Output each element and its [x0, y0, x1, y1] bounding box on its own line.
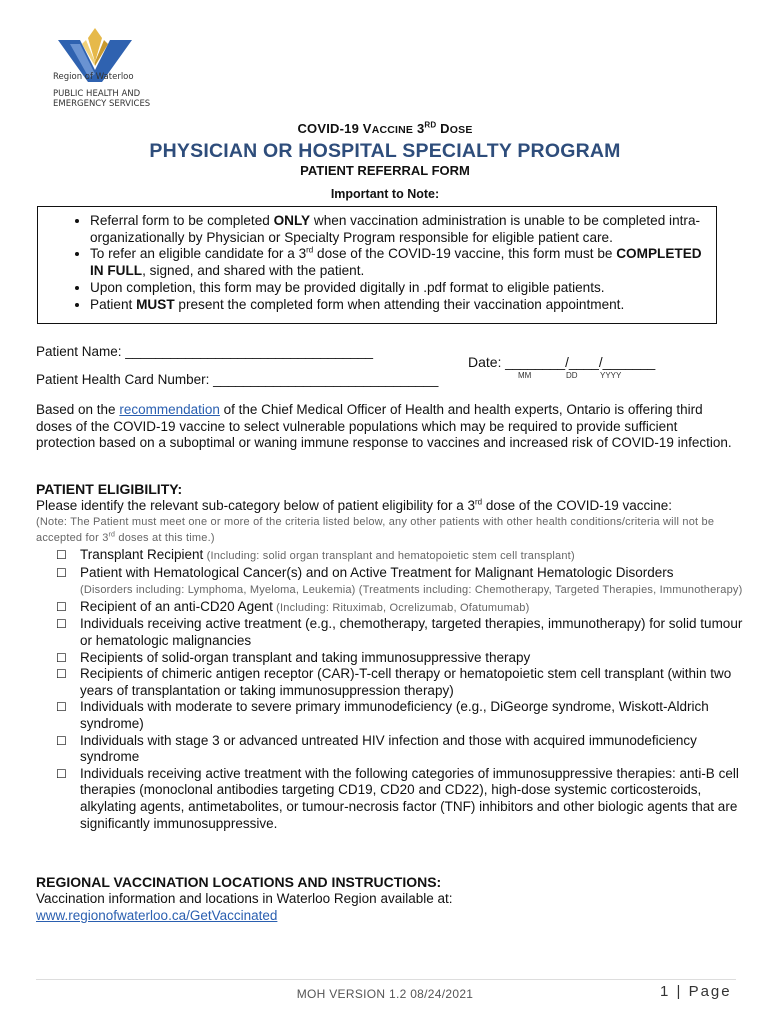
eligibility-option-solid-organ[interactable]: ☐ Recipients of solid-organ transplant and taking immunosuppressive therapy	[56, 649, 531, 665]
logo-line-3: EMERGENCY SERVICES	[53, 99, 151, 109]
eligibility-option-active-treatment[interactable]: ☐ Individuals receiving active treatment (e.g., chemotherapy, targeted therapies, immunotherapy) for solid tumour or hematologic malignancies	[56, 616, 743, 648]
eligibility-option-car-t[interactable]: ☐ Recipients of chimeric antigen receptor (CAR)-T-cell therapy or hematopoietic stem cell transplant (within two years of transplantation or taking immunosuppression therapy)	[56, 666, 732, 698]
date-field[interactable]: Date: ________/____/_______	[468, 354, 656, 370]
checkbox[interactable]: ☐	[56, 700, 67, 715]
eligibility-option-hematological[interactable]: ☐ Patient with Hematological Cancer(s) and on Active Treatment for Malignant Hematologic Disorders (Disorders including: Lymphoma, Myeloma, Leukemia) (Treatments including: Chemotherapy, Targeted Therapies, Immunotherapy)	[56, 565, 746, 599]
health-card-field[interactable]: Patient Health Card Number: ______________________________	[36, 372, 439, 387]
note-item: • To refer an eligible candidate for a 3rd dose of the COVID-19 vaccine, this form must be COMPLETED IN FULL, signed, and shared with the patient.	[90, 246, 716, 279]
eligibility-option-anti-cd20[interactable]: ☐ Recipient of an anti-CD20 Agent (Including: Rituximab, Ocrelizumab, Ofatumumab)	[56, 599, 746, 617]
date-yyyy-label: YYYY	[600, 371, 622, 380]
logo-line-1: Region of Waterloo	[53, 72, 134, 82]
program-title: PHYSICIAN OR HOSPITAL SPECIALTY PROGRAM	[149, 140, 621, 162]
eligibility-list	[56, 547, 746, 832]
checkbox[interactable]: ☐	[56, 617, 67, 632]
date-dd-label: DD	[566, 371, 578, 380]
patient-name-field[interactable]: Patient Name: _________________________________	[36, 344, 374, 359]
eligibility-note: (Note: The Patient must meet one or more of the criteria listed below, any other patients with other health conditions/criteria will not be accepted for 3rd doses at this time.)	[36, 516, 715, 544]
checkbox[interactable]: ☐	[56, 548, 67, 562]
recommendation-link[interactable]: recommendation	[119, 402, 220, 417]
date-mm-label: MM	[518, 371, 532, 380]
checkbox[interactable]: ☐	[56, 733, 67, 748]
logo-line-2: PUBLIC HEALTH AND	[53, 88, 141, 99]
eligibility-option-hiv[interactable]: ☐ Individuals with stage 3 or advanced untreated HIV infection and those with acquired immunodeficiency syndrome	[56, 732, 697, 765]
checkbox[interactable]: ☐	[56, 599, 67, 614]
form-title: PATIENT REFERRAL FORM	[300, 163, 470, 178]
get-vaccinated-link[interactable]: www.regionofwaterloo.ca/GetVaccinated	[36, 908, 278, 923]
footer-divider	[36, 979, 736, 980]
eligibility-instruction: Please identify the relevant sub-category below of patient eligibility for a 3rd dose of the COVID-19 vaccine:	[36, 497, 672, 513]
eligibility-heading: PATIENT ELIGIBILITY:	[36, 481, 183, 497]
checkbox[interactable]: ☐	[56, 667, 67, 682]
logo-text	[53, 72, 150, 110]
regional-heading: REGIONAL VACCINATION LOCATIONS AND INSTRUCTIONS:	[36, 874, 442, 890]
note-heading: Important to Note:	[330, 187, 440, 201]
page-number: 1 | Page	[660, 983, 732, 1000]
footer-version: MOH VERSION 1.2 08/24/2021	[296, 987, 474, 1001]
note-item: • Patient MUST present the completed form when attending their vaccination appointment.	[90, 297, 716, 314]
intro-paragraph: Based on the recommendation of the Chief Medical Officer of Health and health experts, Ontario is offering third doses of the COVID-19 vaccine to select vulnerable populations which may be required to provide sufficient protection based on a suboptimal or waning immune response to vaccines and increased risk of COVID-19 infection.	[36, 402, 732, 451]
eligibility-option-immunodeficiency[interactable]: ☐ Individuals with moderate to severe primary immunodeficiency (e.g., DiGeorge syndrome, Wiskott-Aldrich syndrome)	[56, 699, 709, 731]
eligibility-option-immunosuppressive[interactable]: ☐ Individuals receiving active treatment with the following categories of immunosuppressive therapies: anti-B cell therapies (monoclonal antibodies targeting CD19, CD20 and CD22), high-dose systemic corticosteroids, alkylating agents, antimetabolites, or tumour-necrosis factor (TNF) inhibitors and other biologic agents that are significantly immunosuppressive.	[56, 765, 739, 831]
checkbox[interactable]: ☐	[56, 565, 67, 580]
regional-text: Vaccination information and locations in Waterloo Region available at:	[36, 891, 453, 906]
form-supertitle: COVID-19 VACCINE 3RD DOSE	[297, 120, 473, 136]
important-notes-box	[37, 206, 717, 324]
checkbox[interactable]: ☐	[56, 766, 67, 781]
checkbox[interactable]: ☐	[56, 650, 67, 665]
note-item: • Referral form to be completed ONLY when vaccination administration is unable to be completed intra-organizationally by Physician or Specialty Program responsible for eligible patient care.	[90, 213, 716, 246]
note-item: • Upon completion, this form may be provided digitally in .pdf format to eligible patients.	[90, 280, 716, 297]
eligibility-option-transplant[interactable]: ☐ Transplant Recipient (Including: solid organ transplant and hematopoietic stem cell transplant)	[56, 547, 746, 565]
